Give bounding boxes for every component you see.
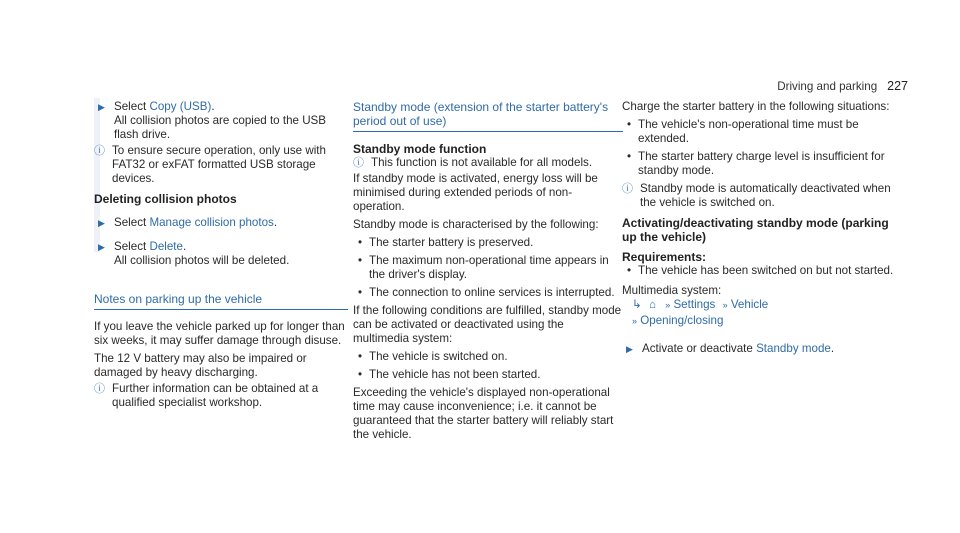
list-item: • The connection to online services is interrupted.	[358, 286, 615, 299]
standby-mode-link[interactable]: Standby mode	[756, 342, 831, 355]
conditions-paragraph: If the following conditions are fulfilled, standby mode can be activated or deactivated using the multimedia system:	[353, 304, 622, 345]
standby-paragraph-1: If standby mode is activated, energy loss will be minimised during extended periods of non-operation.	[353, 172, 598, 213]
charge-paragraph: Charge the starter battery in the following situations:	[622, 100, 890, 113]
list-item: • The vehicle has been switched on but not started.	[627, 264, 894, 277]
bullet-icon: •	[358, 286, 363, 299]
list-item: • The vehicle's non-operational time must be extended.	[627, 118, 859, 145]
step-arrow-icon: ▶	[626, 344, 633, 354]
list-item: • The maximum non-operational time appears in the driver's display.	[358, 254, 609, 281]
section-title: Driving and parking	[777, 80, 878, 93]
heading-deleting-photos: Deleting collision photos	[94, 192, 237, 206]
page-header	[777, 79, 908, 94]
step-select-copy: ▶ Select Copy (USB). All collision photos are copied to the USB flash drive.	[94, 100, 348, 142]
copy-usb-link[interactable]: Copy (USB)	[149, 100, 212, 113]
page-number: 227	[887, 79, 908, 93]
delete-result-text: All collision photos will be deleted.	[114, 254, 290, 267]
multimedia-label: Multimedia system:	[622, 284, 722, 297]
step-manage-photos: ▶ Select Manage collision photos.	[98, 216, 278, 229]
info-note-icon: ⓘ	[622, 183, 633, 195]
nav-opening-closing[interactable]: Opening/closing	[640, 314, 724, 327]
heading-standby-function: Standby mode function	[353, 142, 487, 156]
note-parking: ⓘ Further information can be obtained at a qualified specialist workshop.	[94, 382, 319, 409]
nav-path	[622, 298, 902, 312]
info-note-icon: ⓘ	[94, 383, 105, 395]
double-chevron-icon: »	[665, 300, 671, 310]
info-note-icon: ⓘ	[94, 145, 105, 157]
list-item: • The starter battery charge level is insufficient for standby mode.	[627, 150, 885, 177]
note-models: ⓘ This function is not available for all models.	[353, 156, 593, 169]
nav-vehicle[interactable]: Vehicle	[730, 298, 769, 311]
info-note-icon: ⓘ	[353, 157, 364, 169]
bullet-icon: •	[627, 150, 632, 163]
bullet-icon: •	[627, 264, 632, 277]
bullet-icon: •	[627, 118, 632, 131]
nav-settings[interactable]: Settings	[673, 298, 716, 311]
section-heading-standby: Standby mode (extension of the starter battery's period out of use)	[353, 100, 623, 132]
note-usb: ⓘ To ensure secure operation, only use with FAT32 or exFAT formatted USB storage devices.	[94, 144, 326, 185]
bullet-icon: •	[358, 254, 363, 267]
return-arrow-icon: ↳	[632, 298, 642, 311]
column-left	[94, 100, 348, 410]
copy-result-text: All collision photos are copied to the USB flash drive.	[114, 114, 327, 141]
step-arrow-icon: ▶	[98, 218, 105, 228]
manage-photos-link[interactable]: Manage collision photos	[149, 216, 274, 229]
exceeding-paragraph: Exceeding the vehicle's displayed non-operational time may cause inconvenience; i.e. it cannot be guaranteed that the starter battery will reliably start the vehicle.	[353, 386, 614, 441]
bullet-icon: •	[358, 368, 363, 381]
heading-requirements: Requirements:	[622, 250, 707, 264]
delete-link[interactable]: Delete	[149, 240, 183, 253]
standby-paragraph-2: Standby mode is characterised by the following:	[353, 218, 599, 231]
note-auto-deactivate: ⓘ Standby mode is automatically deactivated when the vehicle is switched on.	[622, 182, 891, 209]
list-item: • The vehicle has not been started.	[358, 368, 541, 381]
nav-path-line-2	[622, 314, 902, 328]
column-middle	[353, 100, 623, 442]
step-activate-standby: ▶ Activate or deactivate Standby mode.	[626, 342, 835, 355]
step-delete: ▶ Select Delete. All collision photos will be deleted.	[94, 240, 348, 268]
section-heading-parking: Notes on parking up the vehicle	[94, 292, 348, 310]
heading-activate-standby: Activating/deactivating standby mode (parking up the vehicle)	[622, 216, 889, 244]
step-arrow-icon: ▶	[98, 242, 105, 252]
double-chevron-icon: »	[632, 316, 638, 326]
list-item: • The vehicle is switched on.	[358, 350, 508, 363]
column-right	[622, 100, 902, 356]
home-icon[interactable]: ⌂	[648, 298, 656, 311]
step-arrow-icon: ▶	[98, 102, 105, 112]
bullet-icon: •	[358, 236, 363, 249]
parking-paragraph-2: The 12 V battery may also be impaired or damaged by heavy discharging.	[94, 352, 307, 379]
list-item: • The starter battery is preserved.	[358, 236, 534, 249]
bullet-icon: •	[358, 350, 363, 363]
parking-paragraph-1: If you leave the vehicle parked up for longer than six weeks, it may suffer damage through disuse.	[94, 320, 345, 347]
double-chevron-icon: »	[722, 300, 728, 310]
